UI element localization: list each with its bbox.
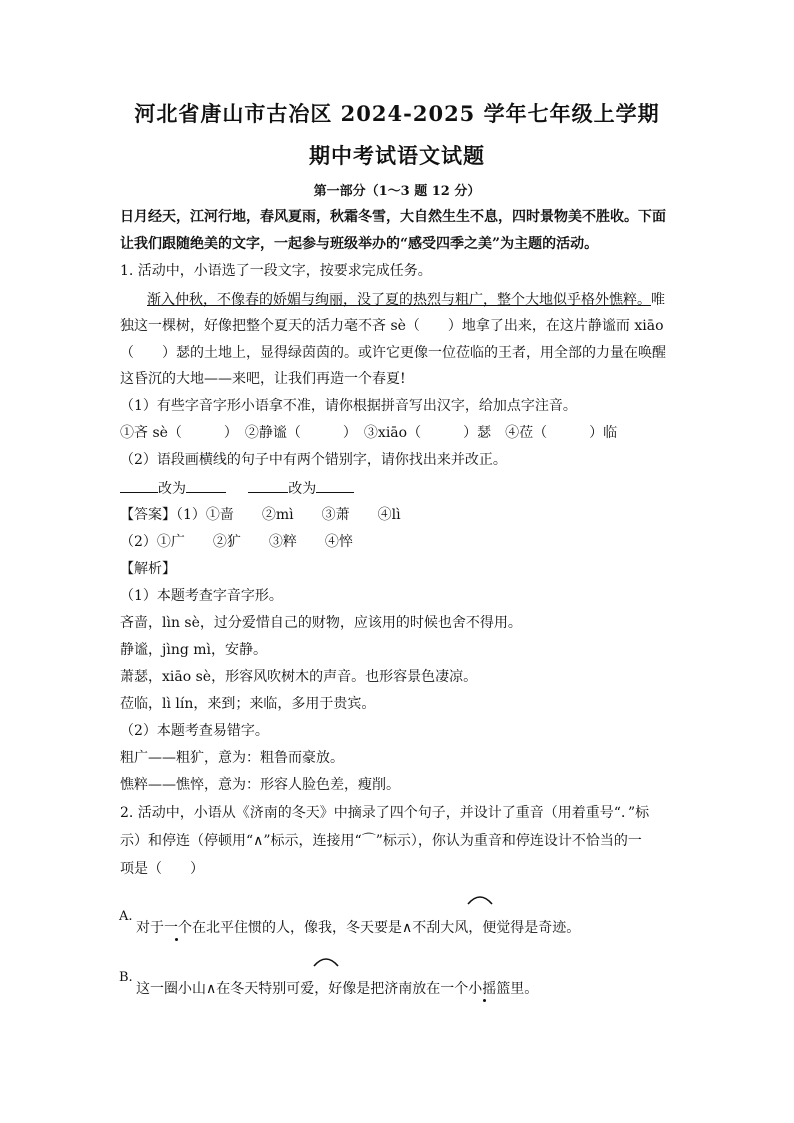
blank-3[interactable] — [248, 478, 288, 493]
analysis-line-2: 吝啬，lìn sè，过分爱惜自己的财物，应该用的时候也舍不得用。 — [120, 615, 522, 631]
option-a-label[interactable]: A. — [119, 909, 133, 924]
title-line-2: 期中考试语文试题 — [309, 143, 485, 168]
option-a-text[interactable]: 对于一个在北平住惯的人，像我，冬天要是∧不刮大风，便觉得是奇迹。 — [136, 920, 581, 936]
option-b-text[interactable]: 这一圈小山∧在冬天特别可爱，好像是把济南放在一个小摇篮里。 — [136, 981, 539, 997]
stress-dot-icon — [175, 938, 178, 941]
stress-dot-icon — [483, 999, 486, 1002]
option-b-label[interactable]: B. — [119, 970, 133, 985]
title-line-1: 河北省唐山市古冶区 2024-2025 学年七年级上学期 — [134, 101, 660, 126]
intro-line-1: 日月经天，江河行地，春风夏雨，秋霜冬雪，大自然生生不息，四时景物美不胜收。下面 — [120, 209, 666, 225]
analysis-label: 【解析】 — [120, 561, 176, 577]
passage-line-1-tail: 唯 — [651, 292, 665, 308]
blank-word-1: 改为 — [158, 481, 186, 497]
sub-question-1-items: ①吝 sè（ ） ②静谧（ ） ③xiāo（ ）瑟 ④莅（ ）临 — [120, 425, 618, 441]
question-2-line-1: 2. 活动中，小语从《济南的冬天》中摘录了四个句子，并设计了重音（用着重号“．”标 — [120, 805, 650, 821]
analysis-line-6: （2）本题考查易错字。 — [120, 723, 269, 739]
analysis-line-8: 憔粹——憔悴，意为：形容人脸色差，瘦削。 — [120, 777, 400, 793]
question-2-line-2: 示）和停连（停顿用“∧”标示，连接用“⌒”标示），你认为重音和停连设计不恰当的一 — [120, 833, 642, 849]
analysis-line-3: 静谧，jìng mì，安静。 — [120, 642, 267, 658]
intro-line-2: 让我们跟随绝美的文字，一起参与班级举办的“感受四季之美”为主题的活动。 — [120, 236, 599, 252]
passage-line-4: 这昏沉的大地——来吧，让我们再造一个春夏! — [120, 371, 406, 387]
question-1-stem: 1. 活动中，小语选了一段文字，按要求完成任务。 — [120, 263, 432, 279]
answer-line-2: （2）①广 ②犷 ③粹 ④悴 — [120, 534, 353, 550]
analysis-line-1: （1）本题考查字音字形。 — [120, 588, 283, 604]
liaison-arc-icon — [311, 954, 341, 968]
analysis-line-4: 萧瑟，xiāo sè，形容风吹树木的声音。也形容景色凄凉。 — [120, 669, 478, 685]
analysis-line-5: 莅临，lì lín，来到；来临，多用于贵宾。 — [120, 696, 376, 712]
passage-line-2: 独这一棵树，好像把整个夏天的活力毫不吝 sè（ ）地拿了出来，在这片静谧而 xiāo — [120, 318, 664, 334]
underlined-sentence: 渐入仲秋，不像春的娇媚与绚丽，没了夏的热烈与粗广，整个大地似乎格外憔粹。 — [147, 292, 651, 308]
answer-1: （1）①啬 ②mì ③萧 ④lì — [176, 507, 401, 523]
sub-question-1: （1）有些字音字形小语拿不准，请你根据拼音写出汉字，给加点字注音。 — [120, 398, 577, 414]
blank-word-2: 改为 — [288, 481, 317, 497]
passage-line-3: （ ）瑟的土地上，显得绿茵茵的。或许它更像一位莅临的王者，用全部的力量在唤醒 — [120, 345, 666, 361]
question-2-line-3: 项是（ ） — [120, 861, 204, 877]
correction-blanks — [120, 478, 680, 499]
answer-label: 【答案】 — [120, 507, 176, 523]
liaison-arc-icon — [465, 892, 495, 906]
answer-line-1 — [120, 505, 680, 525]
passage-line-1 — [147, 290, 680, 310]
blank-1[interactable] — [120, 478, 158, 493]
section-header: 第一部分（1～3 题 12 分） — [313, 184, 481, 199]
blank-2[interactable] — [186, 478, 226, 493]
blank-4[interactable] — [316, 478, 354, 493]
sub-question-2: （2）语段画横线的句子中有两个错别字，请你找出来并改正。 — [120, 452, 507, 468]
analysis-line-7: 粗广——粗犷，意为：粗鲁而豪放。 — [120, 750, 344, 766]
